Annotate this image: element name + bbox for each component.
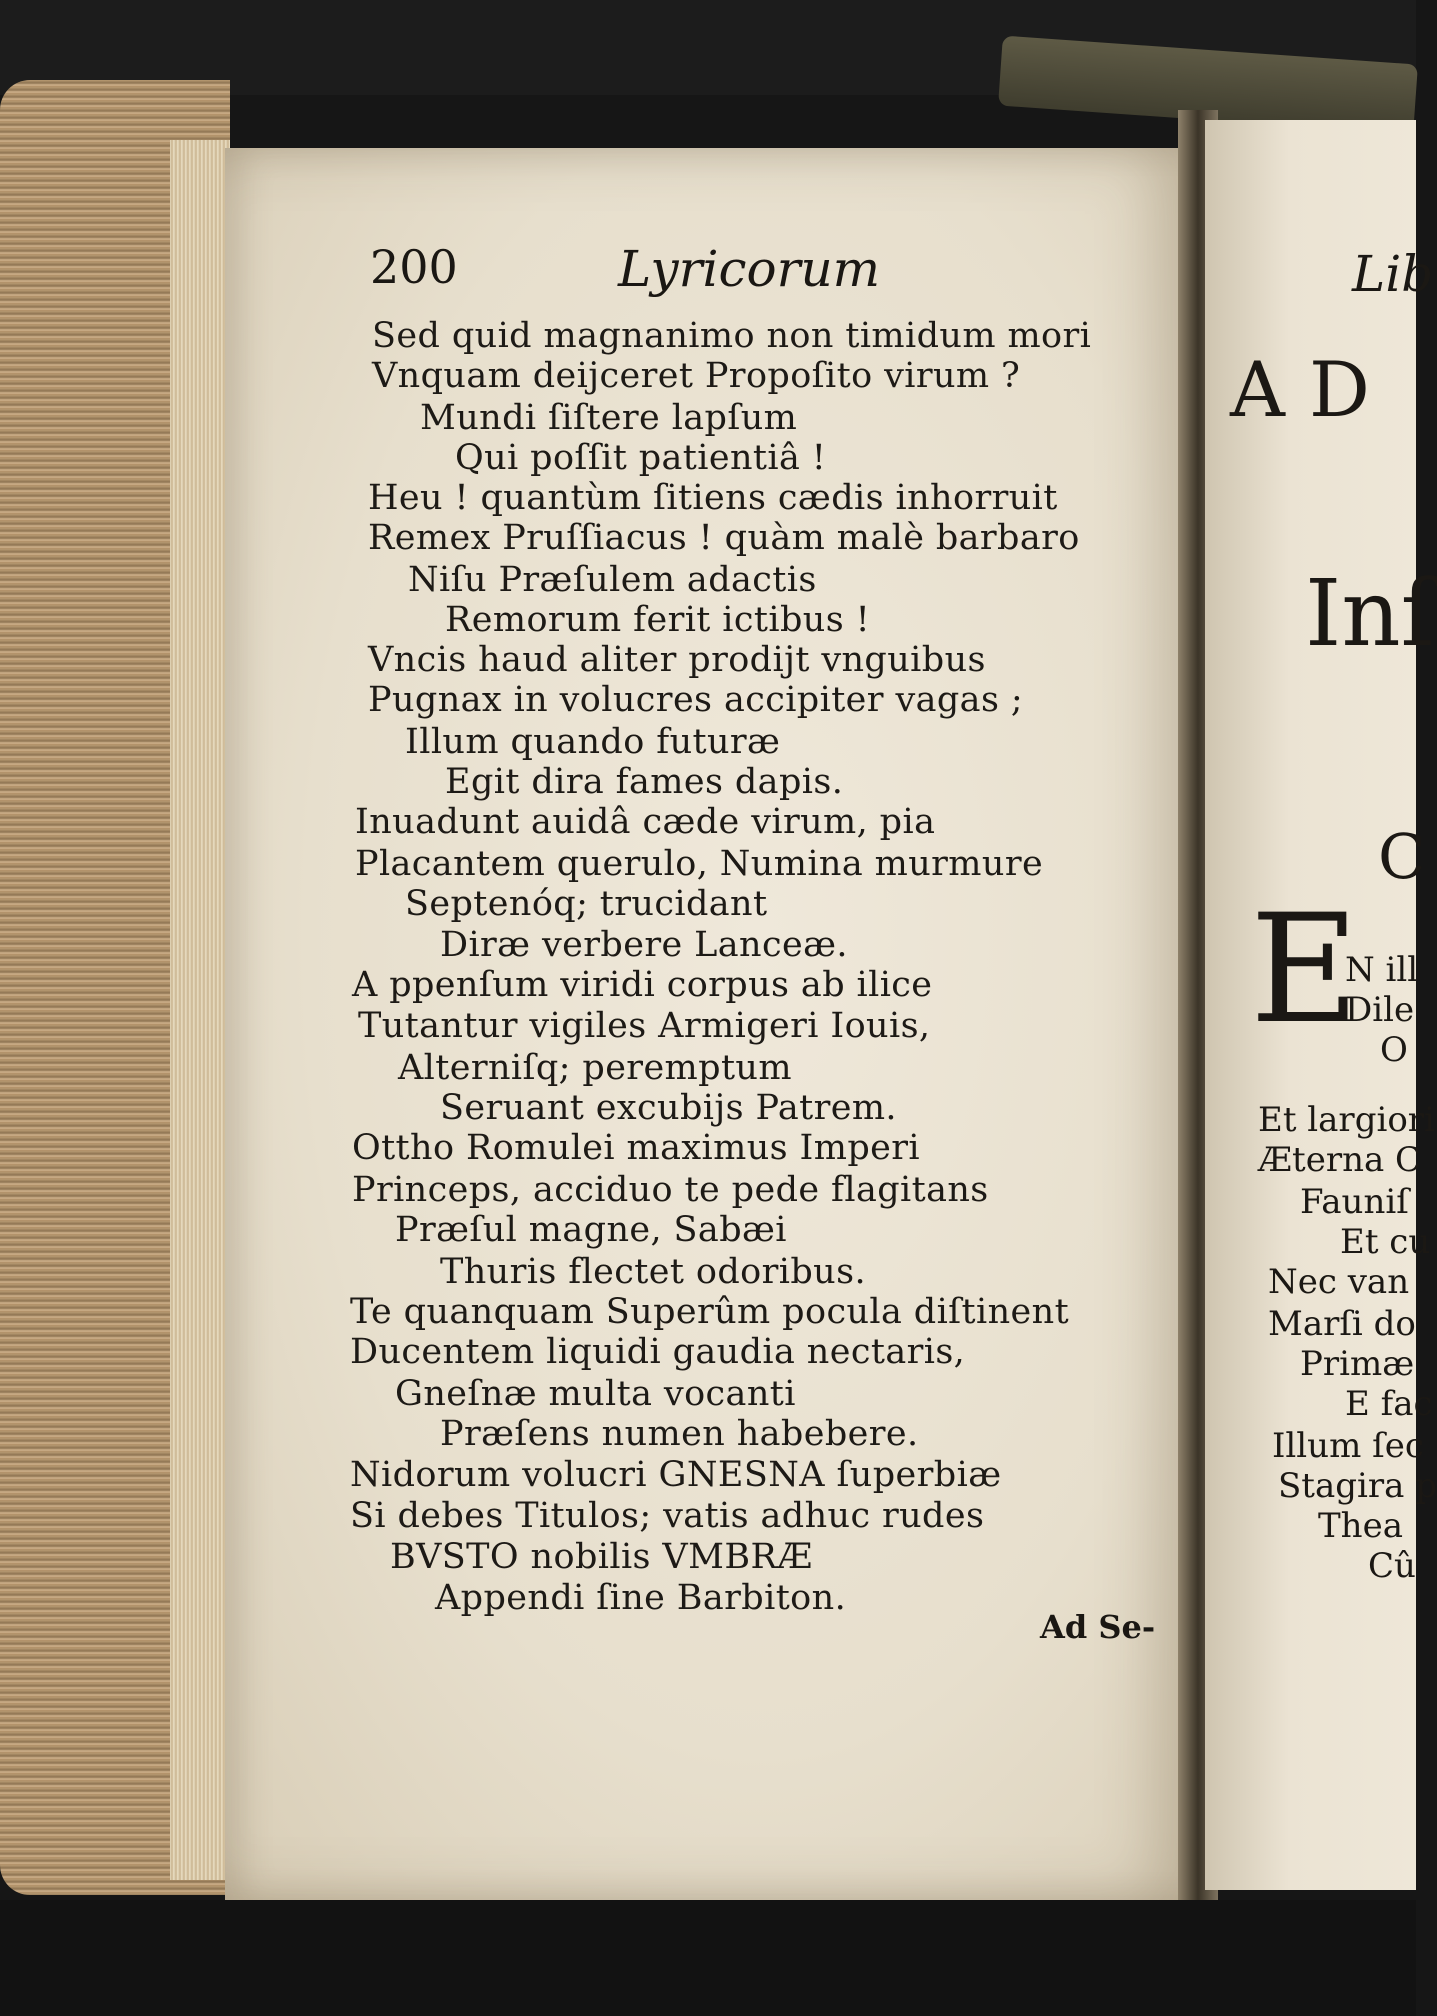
verse-line: BVSTO nobilis VMBRÆ [390,1537,813,1577]
right-heading-ad: A D [1230,345,1370,434]
verse-line: Septenóq; trucidant [405,884,768,924]
verse-line: Vncis haud aliter prodijt vnguibus [368,640,986,680]
verse-line: Remex Pruſſiacus ! quàm malè barbaro [368,518,1080,558]
right-line: Marſi do [1268,1304,1416,1344]
right-line: Et largiori [1258,1100,1435,1140]
catchword: Ad Se- [1040,1608,1156,1646]
verse-line: Seruant excubijs Patrem. [440,1088,897,1128]
verse-line: Ottho Romulei maximus Imperi [352,1128,921,1168]
verse-line: Qui poſſit patientiâ ! [455,438,827,478]
verse-line: Inuadunt auidâ cæde virum, pia [355,802,936,842]
verse-line: Diræ verbere Lanceæ. [440,925,848,965]
verse-line: Niſu Præſulem adactis [408,560,817,600]
verse-line: Vnquam deijceret Propoſito virum ? [372,356,1021,396]
verse-line: Pugnax in volucres accipiter vagas ; [368,680,1024,720]
right-line: O [1380,1030,1408,1070]
right-running-title: Lib [1352,245,1434,303]
verse-line: Præſens numen habebere. [440,1414,919,1454]
verse-line: Alterniſq; peremptum [398,1048,792,1088]
verse-line: Heu ! quantùm ſitiens cædis inhorruit [368,478,1058,518]
verse-line: Gneſnæ multa vocanti [395,1374,796,1414]
right-line: Et cu [1340,1222,1431,1262]
right-line: Nec van [1268,1262,1410,1302]
verse-line: Tutantur vigiles Armigeri Iouis, [358,1006,931,1046]
verse-line: Princeps, acciduo te pede flagitans [352,1170,989,1210]
right-line: Dile [1345,990,1415,1030]
verse-line: Præſul magne, Sabæi [395,1210,787,1250]
verse-line: Nidorum volucri GNESNA ſuperbiæ [350,1455,1002,1495]
verse-line: Egit dira fames dapis. [445,762,844,802]
background-bottom [0,1900,1416,2016]
right-heading-ins: Inſ [1305,560,1435,667]
right-heading-c: C [1378,820,1426,893]
verse-line: Si debes Titulos; vatis adhuc rudes [350,1496,985,1536]
right-line: Illum ſec [1272,1426,1424,1466]
verse-line: Mundi ſiſtere lapſum [420,398,798,438]
right-line: Thea [1318,1506,1403,1546]
running-title: Lyricorum [618,240,881,298]
right-line: E fac [1345,1384,1433,1424]
verse-line: Remorum ferit ictibus ! [445,600,871,640]
page-number: 200 [370,240,458,294]
right-line: Stagira p [1278,1466,1437,1506]
page-edges-stack [0,80,230,1895]
verse-line: Ducentem liquidi gaudia nectaris, [350,1332,966,1372]
right-line: N ill [1345,950,1419,990]
verse-line: Appendi ſine Barbiton. [435,1578,847,1618]
verse-line: Thuris flectet odoribus. [440,1252,866,1292]
verse-line: A ppenſum viridi corpus ab ilice [352,965,933,1005]
verse-line: Placantem querulo, Numina murmure [355,844,1044,884]
verse-line: Illum quando futuræ [405,722,781,762]
right-line: Primæ [1300,1344,1415,1384]
verse-line: Te quanquam Superûm pocula diſtinent [350,1292,1070,1332]
verse-line: Sed quid magnanimo non timidum mori [372,316,1092,356]
right-line: Cû [1368,1546,1416,1586]
drop-cap: E [1250,883,1360,1057]
right-line: Æterna C [1258,1140,1422,1180]
right-line: Fauniſ [1300,1182,1409,1222]
